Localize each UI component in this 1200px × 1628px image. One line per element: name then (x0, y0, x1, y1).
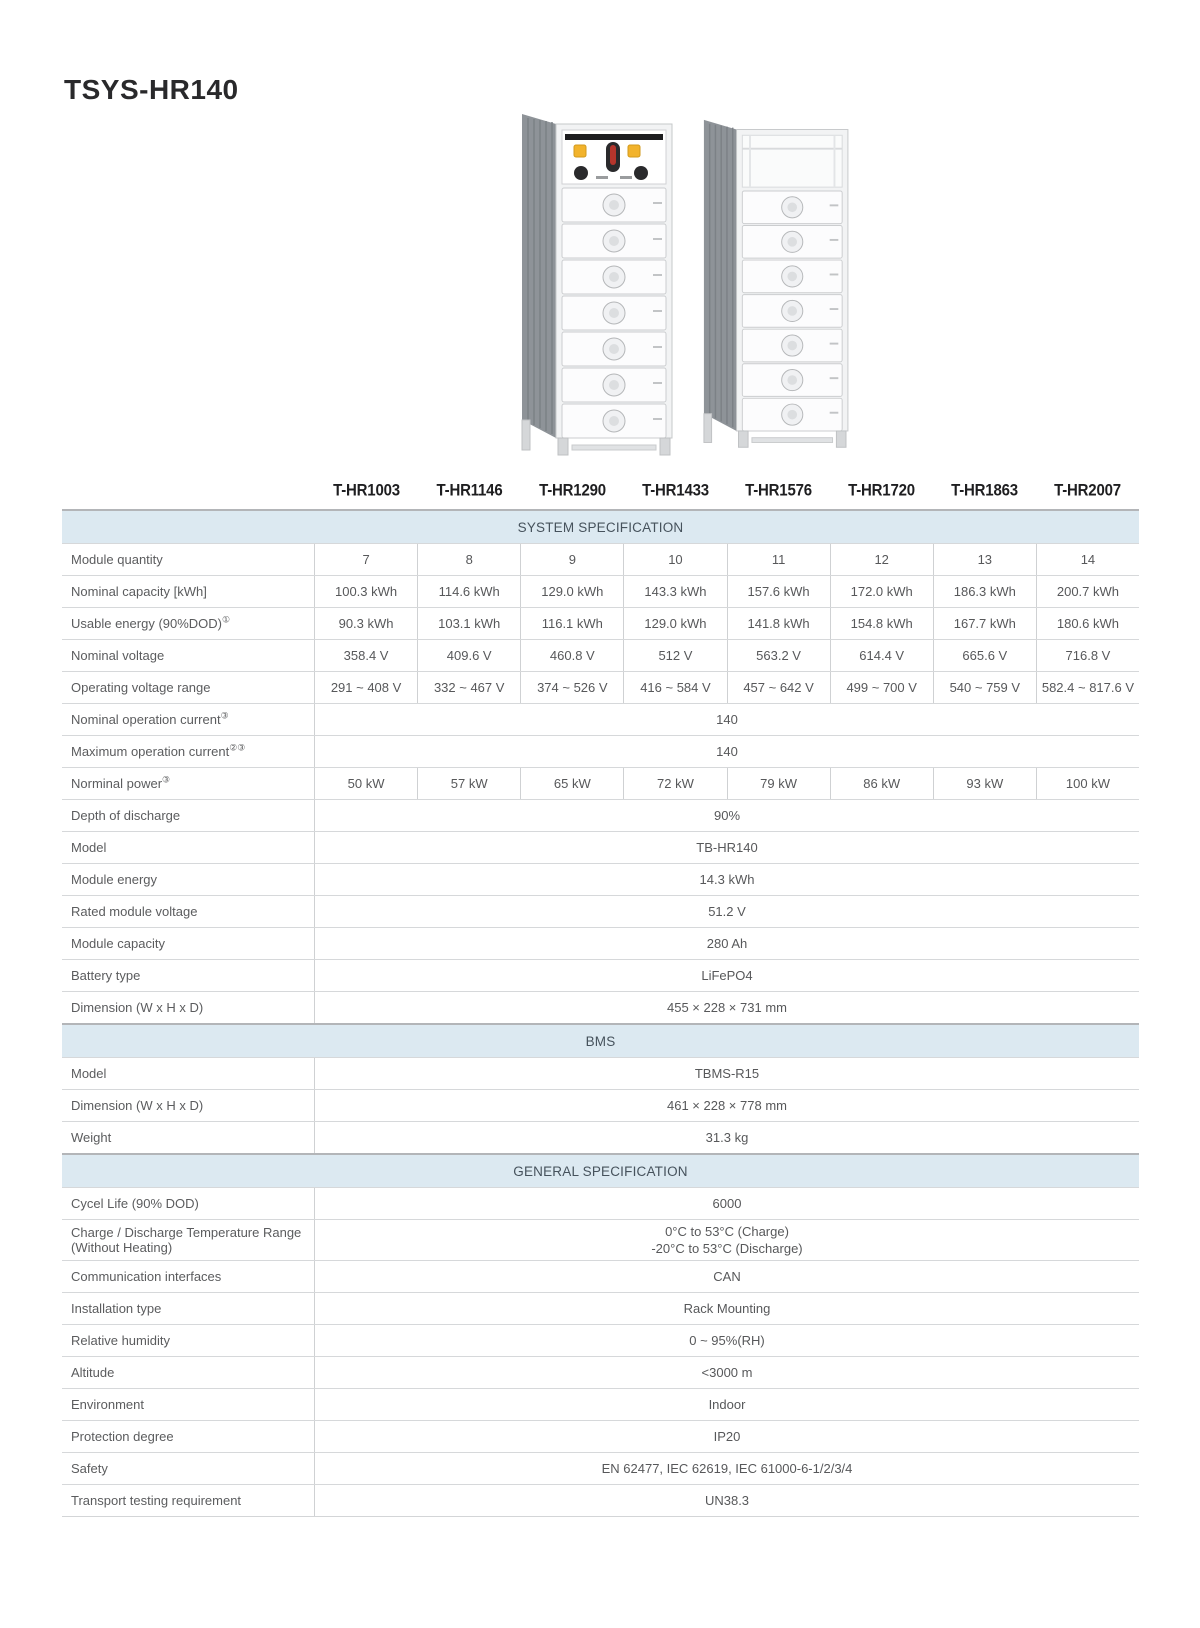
spec-value: 57 kW (417, 768, 520, 799)
spec-value-span: 14.3 kWh (699, 872, 755, 887)
row-label: Module energy (62, 864, 315, 895)
spec-row (62, 1057, 1139, 1089)
spec-value: 12 (830, 544, 933, 575)
spec-value: 14 (1036, 544, 1139, 575)
section-header: SYSTEM SPECIFICATION (62, 509, 1139, 543)
spec-value: 7 (362, 552, 370, 567)
spec-value: 9 (520, 544, 623, 575)
spec-value: 167.7 kWh (933, 608, 1036, 639)
row-label: Model (62, 832, 315, 863)
spec-row (62, 767, 1139, 799)
spec-row (62, 831, 1139, 863)
spec-row (62, 1324, 1139, 1356)
spec-value-span: TBMS-R15 (694, 1066, 760, 1081)
spec-value-span: 455 × 228 × 731 mm (667, 1000, 787, 1015)
spec-value: 90.3 kWh (338, 616, 394, 631)
spec-value: 460.8 V (520, 640, 623, 671)
spec-row (62, 703, 1139, 735)
model-column-header: T-HR1720 (848, 480, 915, 500)
model-column-header: T-HR1146 (436, 480, 503, 500)
spec-value: 116.1 kWh (520, 608, 623, 639)
spec-value-span: 31.3 kg (705, 1130, 749, 1145)
row-label: Transport testing requirement (62, 1485, 315, 1516)
row-label: Nominal voltage (62, 640, 315, 671)
model-column-header: T-HR1863 (951, 480, 1018, 500)
spec-value: 8 (417, 544, 520, 575)
spec-row (62, 863, 1139, 895)
spec-value: 499 ~ 700 V (830, 672, 933, 703)
spec-value: 10 (623, 544, 726, 575)
spec-value-span: 140 (716, 744, 738, 759)
spec-row (62, 607, 1139, 639)
spec-value: 563.2 V (727, 640, 830, 671)
spec-row (62, 1121, 1139, 1153)
spec-value: 100.3 kWh (334, 584, 398, 599)
model-column-header: T-HR1290 (539, 480, 606, 500)
page-title: TSYS-HR140 (64, 74, 239, 105)
spec-value: 540 ~ 759 V (933, 672, 1036, 703)
spec-value-span: 51.2 V (708, 904, 746, 919)
row-label: Model (62, 1058, 315, 1089)
spec-row (62, 927, 1139, 959)
row-label: Norminal power③ (62, 768, 315, 799)
spec-value: 665.6 V (933, 640, 1036, 671)
spec-value: 13 (933, 544, 1036, 575)
spec-value-span: Rack Mounting (683, 1301, 771, 1316)
spec-value-span: 0°C to 53°C (Charge) -20°C to 53°C (Discharge) (651, 1224, 803, 1256)
row-label: Safety (62, 1453, 315, 1484)
product-image (498, 108, 858, 473)
spec-value: 129.0 kWh (623, 608, 726, 639)
spec-value-span: LiFePO4 (701, 968, 753, 983)
battery-modules (562, 188, 666, 438)
spec-value: 143.3 kWh (623, 576, 726, 607)
spec-value-span: CAN (713, 1269, 741, 1284)
spec-value: 374 ~ 526 V (520, 672, 623, 703)
spec-value: 582.4 ~ 817.6 V (1036, 672, 1139, 703)
spec-row (62, 1292, 1139, 1324)
spec-row (62, 1089, 1139, 1121)
spec-value-span: 90% (713, 808, 741, 823)
spec-value: 614.4 V (830, 640, 933, 671)
battery-racks-illustration (498, 108, 858, 468)
section-header: GENERAL SPECIFICATION (62, 1153, 1139, 1187)
model-column-header: T-HR1576 (745, 480, 812, 500)
spec-value: 200.7 kWh (1036, 576, 1139, 607)
row-label: Maximum operation current②③ (62, 736, 315, 767)
spec-value-span: <3000 m (701, 1365, 753, 1380)
row-label: Altitude (62, 1357, 315, 1388)
model-header-row (62, 477, 1139, 503)
spec-value: 141.8 kWh (727, 608, 830, 639)
row-label: Dimension (W x H x D) (62, 1090, 315, 1121)
spec-row (62, 575, 1139, 607)
spec-value-span: UN38.3 (704, 1493, 750, 1508)
spec-row (62, 1260, 1139, 1292)
row-label: Charge / Discharge Temperature Range (Without Heating) (62, 1220, 315, 1260)
battery-rack-left (522, 114, 672, 455)
row-label: Communication interfaces (62, 1261, 315, 1292)
spec-value: 11 (727, 544, 830, 575)
specification-table (62, 509, 1139, 1517)
row-label: Relative humidity (62, 1325, 315, 1356)
row-label: Nominal capacity [kWh] (62, 576, 315, 607)
spec-value: 65 kW (520, 768, 623, 799)
spec-value: 154.8 kWh (830, 608, 933, 639)
spec-value-span: 0 ~ 95%(RH) (689, 1333, 765, 1348)
spec-row (62, 543, 1139, 575)
spec-value: 129.0 kWh (520, 576, 623, 607)
spec-row (62, 671, 1139, 703)
row-label: Module capacity (62, 928, 315, 959)
spec-value: 103.1 kWh (417, 608, 520, 639)
spec-value: 416 ~ 584 V (623, 672, 726, 703)
row-label: Weight (62, 1122, 315, 1153)
spec-value: 72 kW (623, 768, 726, 799)
row-label: Battery type (62, 960, 315, 991)
row-label: Environment (62, 1389, 315, 1420)
spec-value-span: 6000 (712, 1196, 742, 1211)
spec-row (62, 799, 1139, 831)
spec-row (62, 1219, 1139, 1260)
spec-value: 180.6 kWh (1036, 608, 1139, 639)
spec-value: 157.6 kWh (727, 576, 830, 607)
spec-value: 172.0 kWh (830, 576, 933, 607)
row-label: Module quantity (62, 544, 315, 575)
spec-row (62, 959, 1139, 991)
row-label: Dimension (W x H x D) (62, 992, 315, 1023)
spec-row (62, 639, 1139, 671)
spec-value: 93 kW (933, 768, 1036, 799)
spec-value-span: Indoor (708, 1397, 746, 1412)
spec-row (62, 895, 1139, 927)
row-label: Nominal operation current③ (62, 704, 315, 735)
spec-value: 79 kW (727, 768, 830, 799)
row-label: Depth of discharge (62, 800, 315, 831)
row-label: Operating voltage range (62, 672, 315, 703)
spec-value: 100 kW (1036, 768, 1139, 799)
spec-value-span: IP20 (713, 1429, 741, 1444)
spec-value-span: 280 Ah (706, 936, 748, 951)
open-frame-top (742, 135, 842, 187)
spec-value-span: 140 (716, 712, 738, 727)
spec-value: 512 V (623, 640, 726, 671)
row-label: Rated module voltage (62, 896, 315, 927)
bms-control-panel (562, 130, 666, 184)
spec-value-span: TB-HR140 (696, 840, 758, 855)
spec-row (62, 1484, 1139, 1516)
spec-row (62, 1452, 1139, 1484)
row-label: Installation type (62, 1293, 315, 1324)
spec-row (62, 735, 1139, 767)
model-column-header: T-HR1433 (642, 480, 709, 500)
row-label: Usable energy (90%DOD)① (62, 608, 315, 639)
spec-row (62, 1187, 1139, 1219)
spec-row (62, 1356, 1139, 1388)
spec-value: 358.4 V (343, 648, 389, 663)
spec-value: 114.6 kWh (417, 576, 520, 607)
spec-row (62, 1420, 1139, 1452)
battery-rack-right (704, 120, 848, 447)
battery-modules (742, 191, 842, 431)
row-label: Protection degree (62, 1421, 315, 1452)
spec-value: 409.6 V (417, 640, 520, 671)
spec-value: 86 kW (830, 768, 933, 799)
spec-value: 186.3 kWh (933, 576, 1036, 607)
spec-value-span: 461 × 228 × 778 mm (667, 1098, 787, 1113)
spec-row (62, 991, 1139, 1023)
model-column-header: T-HR2007 (1054, 480, 1121, 500)
spec-value: 457 ~ 642 V (727, 672, 830, 703)
spec-value: 332 ~ 467 V (417, 672, 520, 703)
spec-value: 50 kW (347, 776, 385, 791)
row-label: Cycel Life (90% DOD) (62, 1188, 315, 1219)
spec-value: 291 ~ 408 V (330, 680, 402, 695)
spec-value: 716.8 V (1036, 640, 1139, 671)
model-column-header: T-HR1003 (333, 480, 400, 500)
spec-value-span: EN 62477, IEC 62619, IEC 61000-6-1/2/3/4 (601, 1461, 853, 1476)
section-header: BMS (62, 1023, 1139, 1057)
spec-row (62, 1388, 1139, 1420)
